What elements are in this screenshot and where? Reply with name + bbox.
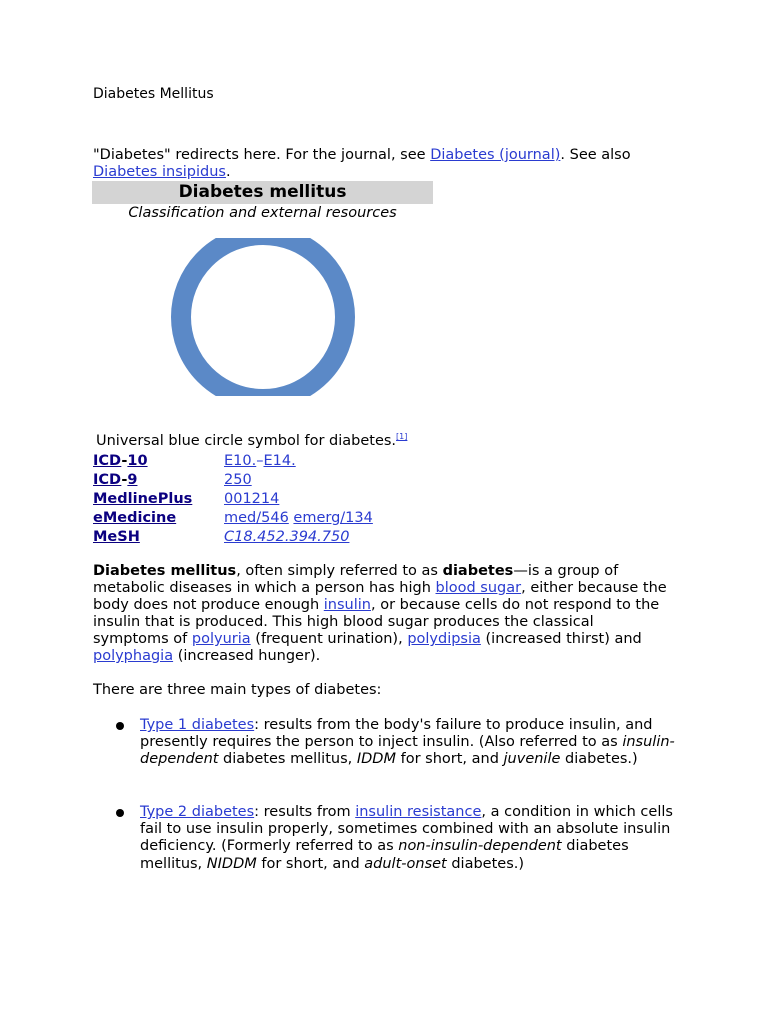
icd-link[interactable]: ICD	[93, 453, 122, 469]
infobox-key	[93, 471, 137, 490]
diabetes-journal-link[interactable]: Diabetes (journal)	[430, 147, 561, 163]
italic-term: non-insulin-dependent	[398, 838, 562, 855]
paragraph-text: , or because cells do not respond to the insulin that is produced. This high blood sugar produces the classical symptoms of	[93, 597, 660, 647]
document-title: Diabetes Mellitus	[93, 86, 214, 102]
list-item	[140, 804, 680, 873]
code-link[interactable]: E14.	[263, 453, 296, 469]
paragraph-text: (frequent urination),	[250, 631, 408, 647]
list-text: for short, and	[395, 751, 504, 768]
infobox-key	[93, 452, 148, 471]
blue-circle-icon	[181, 238, 345, 396]
caption-text: Universal blue circle symbol for diabetes.	[96, 433, 397, 449]
list-text: for short, and	[256, 855, 365, 872]
mesh-link[interactable]: MeSH	[93, 529, 140, 545]
intro-paragraph	[93, 563, 668, 665]
type-2-diabetes-link[interactable]: Type 2 diabetes	[140, 804, 255, 820]
code-link[interactable]: 250	[224, 472, 252, 488]
list-text: : results from the body's failure to produce insulin, and presently requires the person to inject insulin. (Also referred to as	[140, 717, 653, 751]
key-separator: -	[121, 472, 128, 488]
list-text: diabetes.)	[446, 855, 525, 872]
insulin-link[interactable]: insulin	[323, 597, 371, 613]
italic-term: juvenile	[503, 751, 561, 768]
paragraph-text: , often simply referred to as	[236, 563, 443, 579]
insulin-resistance-link[interactable]: insulin resistance	[355, 804, 482, 820]
paragraph-text: , either because the body does not produce enough	[93, 580, 667, 613]
types-intro: There are three main types of diabetes:	[93, 682, 382, 698]
blood-sugar-link[interactable]: blood sugar	[435, 580, 522, 596]
reference-1-link[interactable]: [1]	[396, 432, 408, 441]
hatnote-text: . See also	[560, 147, 631, 163]
code-link[interactable]: med/546	[224, 510, 289, 526]
diabetes-insipidus-link[interactable]: Diabetes insipidus	[93, 164, 226, 180]
polyphagia-link[interactable]: polyphagia	[93, 648, 174, 664]
blue-circle-image[interactable]	[168, 238, 358, 396]
medlineplus-link[interactable]: MedlinePlus	[93, 491, 193, 507]
bold-term: Diabetes mellitus	[93, 563, 237, 579]
polydipsia-link[interactable]: polydipsia	[407, 631, 481, 647]
bullet-icon	[116, 809, 124, 817]
infobox-value	[224, 490, 279, 509]
infobox-key	[93, 490, 192, 509]
code-link[interactable]: emerg/134	[293, 510, 373, 526]
paragraph-text: (increased hunger).	[173, 648, 321, 664]
paragraph-text: —is a group of metabolic diseases in which a person has high	[93, 563, 619, 596]
infobox-value	[224, 509, 373, 528]
infobox-key	[93, 509, 176, 528]
key-separator: -	[121, 453, 128, 469]
icd-link[interactable]: ICD	[93, 472, 122, 488]
polyuria-link[interactable]: polyuria	[191, 631, 251, 647]
type-1-diabetes-link[interactable]: Type 1 diabetes	[140, 717, 255, 733]
infobox-value	[224, 528, 349, 547]
emedicine-link[interactable]: eMedicine	[93, 510, 177, 526]
infobox-value	[224, 471, 252, 490]
list-item	[140, 717, 680, 769]
reference-marker	[396, 432, 407, 441]
hatnote	[93, 147, 693, 181]
bullet-icon	[116, 722, 124, 730]
code-link[interactable]: C18.452.394.750	[224, 529, 350, 545]
italic-term: NIDDM	[206, 855, 257, 872]
list-text: diabetes mellitus,	[218, 751, 357, 768]
infobox-value	[224, 452, 296, 471]
list-text: , a condition in which cells fail to use insulin properly, sometimes combined with an absolute insulin deficiency. (Formerly referred to as	[140, 804, 673, 855]
list-text: : results from	[254, 804, 356, 820]
italic-term: adult-onset	[364, 855, 447, 872]
infobox-key	[93, 528, 140, 547]
image-caption	[96, 432, 407, 449]
icd-version-link[interactable]: 9	[127, 472, 138, 488]
italic-term: IDDM	[356, 751, 396, 768]
icd-version-link[interactable]: 10	[127, 453, 148, 469]
code-link[interactable]: E10.	[224, 453, 257, 469]
hatnote-text: "Diabetes" redirects here. For the journal, see	[93, 147, 431, 163]
list-text: diabetes mellitus,	[140, 838, 629, 872]
infobox-title: Diabetes mellitus	[92, 181, 433, 204]
value-separator: –	[256, 453, 264, 469]
infobox-subtitle: Classification and external resources	[128, 205, 397, 221]
hatnote-text: .	[225, 164, 231, 180]
italic-term: insulin-dependent	[140, 734, 675, 768]
list-text: diabetes.)	[560, 751, 638, 768]
code-link[interactable]: 001214	[224, 491, 280, 507]
bold-term: diabetes	[442, 563, 514, 579]
paragraph-text: (increased thirst) and	[480, 631, 642, 647]
